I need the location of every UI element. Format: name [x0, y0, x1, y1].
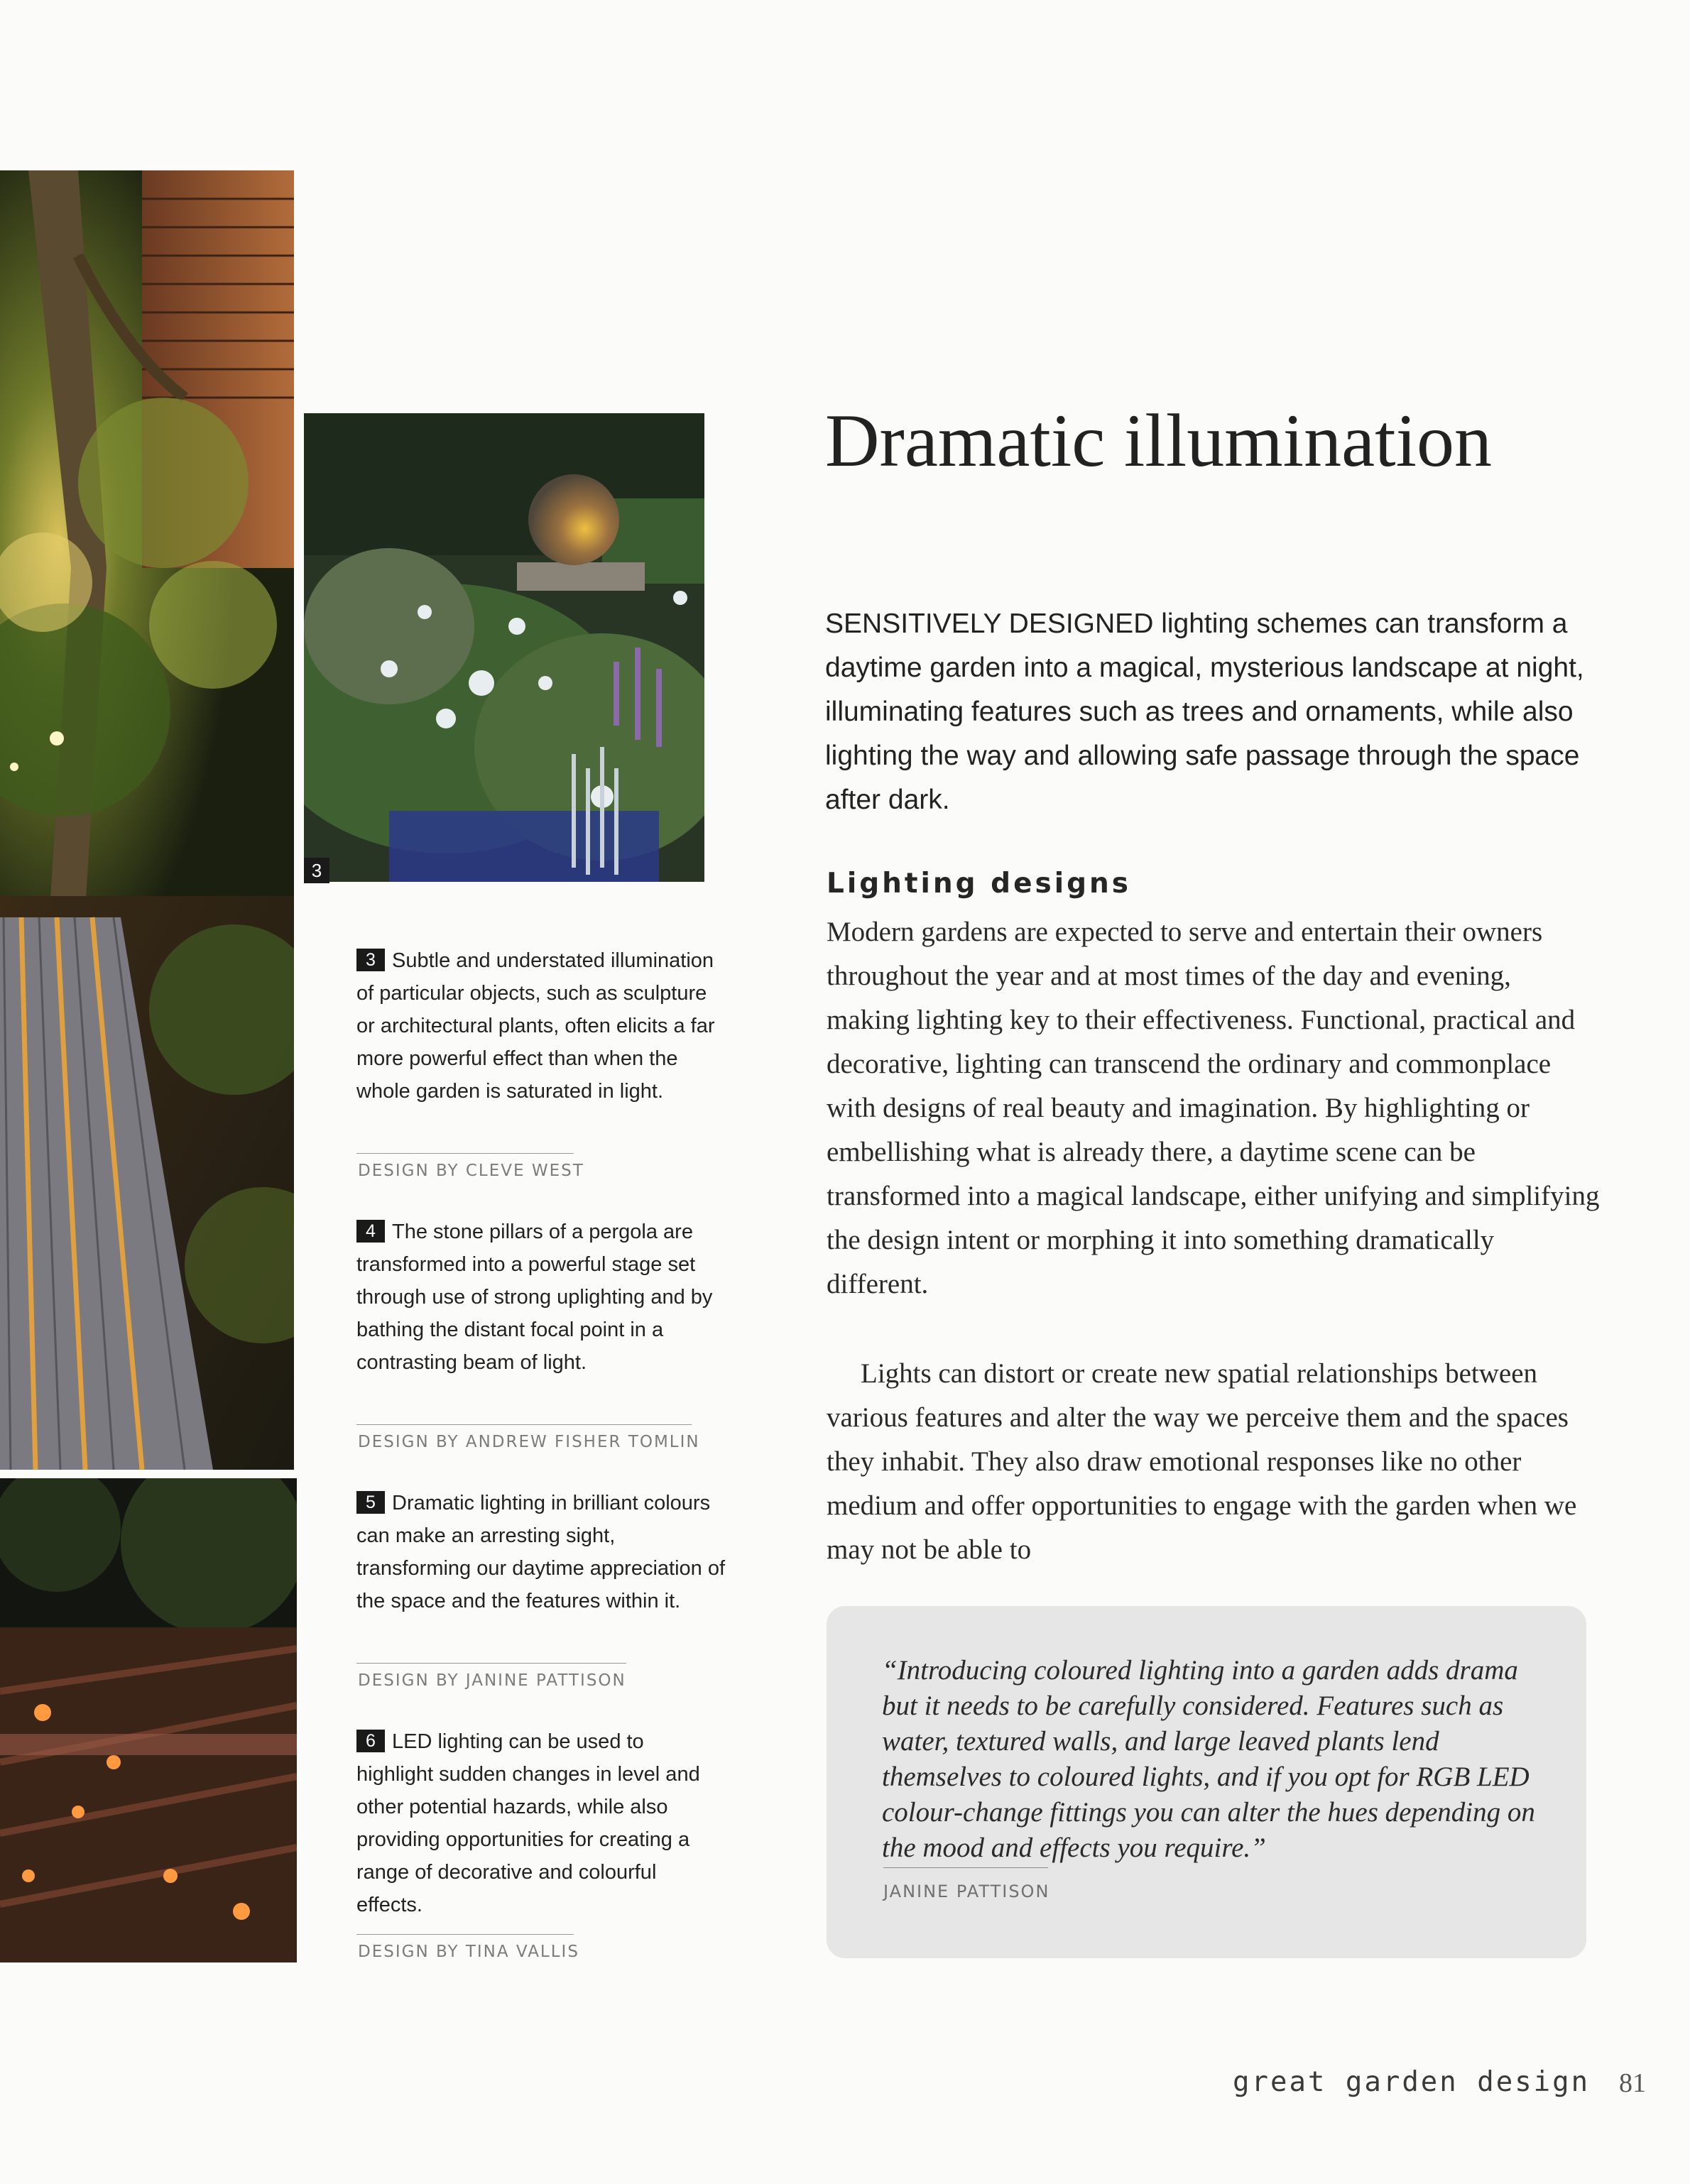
caption-number-badge: 6: [356, 1730, 385, 1752]
photo-number-badge: 3: [304, 858, 329, 883]
caption-divider: [356, 1424, 692, 1425]
caption-divider: [356, 1663, 626, 1664]
caption-4: [356, 1216, 726, 1379]
caption-text: The stone pillars of a pergola are transformed into a powerful stage set through use of strong uplighting and by bathing the distant focal point in a contrasting beam of light.: [356, 1221, 713, 1374]
caption-3: [356, 944, 726, 1108]
caption-number-badge: 4: [356, 1220, 385, 1243]
page-title: Dramatic illumination: [825, 399, 1493, 482]
caption-divider: [356, 1934, 574, 1935]
quote-author: JANINE PATTISON: [883, 1882, 1050, 1901]
caption-text: Dramatic lighting in brilliant colours can make an arresting sight, transforming our daytime appreciation of the space and the features within it.: [356, 1492, 726, 1612]
photo-sphere-sculpture: [304, 413, 704, 882]
running-footer-title: great garden design: [1233, 2066, 1591, 2098]
caption-credit: DESIGN BY ANDREW FISHER TOMLIN: [358, 1433, 700, 1451]
caption-credit: DESIGN BY CLEVE WEST: [358, 1162, 584, 1180]
photo-deck-led-lights: [0, 1478, 297, 1962]
caption-divider: [356, 1153, 574, 1154]
caption-number-badge: 3: [356, 949, 385, 971]
section-heading: Lighting designs: [827, 868, 1132, 900]
caption-credit: DESIGN BY TINA VALLIS: [358, 1943, 579, 1961]
caption-5: [356, 1487, 726, 1617]
pull-quote-text: “Introducing coloured lighting into a garden adds drama but it needs to be carefully considered. Features such as water, textured walls, and large leaved plants lend themselves to coloured lights, and if you opt for RGB LED colour-change fittings you can alter the hues depending on the mood and effects you require.”: [882, 1655, 1535, 1863]
body-paragraph: Lights can distort or create new spatial relationships between various features and alter the way we perceive them and the spaces they inhabit. They also draw emotional responses like no other medium and offer opportunities to engage with the garden when we may not be able to: [827, 1358, 1577, 1565]
caption-text: LED lighting can be used to highlight sudden changes in level and other potential hazards, while also providing opportunities for creating a range of decorative and colourful effects.: [356, 1730, 700, 1916]
caption-text: Subtle and understated illumination of particular objects, such as sculpture or architectural plants, often elicits a far more powerful effect than when the whole garden is saturated in light.: [356, 949, 715, 1103]
body-paragraph: Modern gardens are expected to serve and entertain their owners throughout the year and at most times of the day and evening, making lighting key to their effectiveness. Functional, practical and decorative, lighting can transcend the ordinary and commonplace with designs of real beauty and imagination. By highlighting or embellishing what is already there, a daytime scene can be transformed into a magical landscape, either unifying and simplifying the design intent or morphing it into something dramatically different.: [827, 917, 1600, 1299]
caption-6: [356, 1725, 726, 1921]
intro-paragraph: SENSITIVELY DESIGNED lighting schemes can transform a daytime garden into a magical, mysterious landscape at night, illuminating features such as trees and ornaments, while also lighting the way and allowing safe passage through the space after dark.: [825, 608, 1584, 815]
caption-credit: DESIGN BY JANINE PATTISON: [358, 1671, 626, 1690]
page-number: 81: [1619, 2068, 1646, 2098]
quote-divider: [883, 1867, 1048, 1868]
photo-bench-lit-slats: [0, 896, 294, 1470]
photo-tree-uplighting: [0, 170, 294, 910]
caption-number-badge: 5: [356, 1491, 385, 1514]
